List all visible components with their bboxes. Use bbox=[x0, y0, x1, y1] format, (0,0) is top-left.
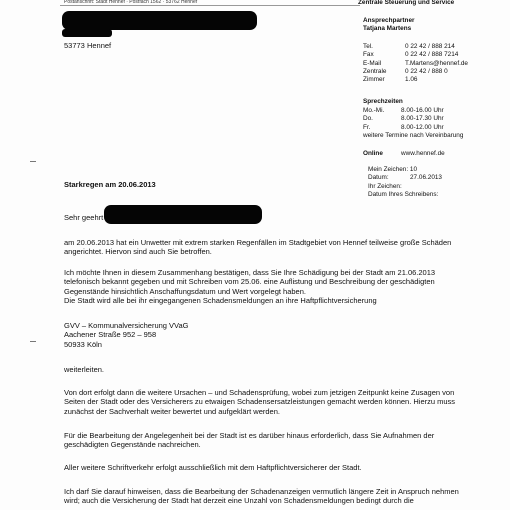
office-hours bbox=[363, 107, 463, 140]
insurer-name: GVV – Kommunalversicherung VVaG bbox=[64, 321, 189, 330]
fold-mark bbox=[30, 161, 36, 162]
paragraph-1 bbox=[64, 238, 496, 257]
scan-edge-line bbox=[60, 5, 360, 6]
ihr-zeichen: Ihr Zeichen: bbox=[368, 182, 402, 190]
salutation: Sehr geehrt bbox=[64, 213, 104, 222]
p6-line-1: Aller weitere Schriftverkehr erfolgt ausschließlich mit dem Haftpflichtversicherer der Stadt. bbox=[64, 463, 362, 472]
insurer-address bbox=[64, 321, 496, 349]
p7-line-2: wird; auch die Versicherung der Stadt hat derzeit eine Unzahl von Schadensmeldungen bedingt durch die bbox=[64, 496, 414, 506]
hours-thu-label: Do. bbox=[363, 115, 373, 123]
redacted-recipient-street bbox=[62, 29, 112, 37]
p3-line-1: weiterleiten. bbox=[64, 365, 105, 374]
recipient-city: 53773 Hennef bbox=[64, 41, 112, 50]
fax-value: 0 22 42 / 888 7214 bbox=[405, 51, 459, 59]
online-label: Online bbox=[363, 150, 383, 157]
hours-mon-wed-value: 8.00-16.00 Uhr bbox=[401, 107, 444, 114]
paragraph-5 bbox=[64, 431, 496, 450]
sender-return-address: Postanschrift: Stadt Hennef · Postfach 1562 · 53762 Hennef bbox=[64, 0, 198, 5]
p2-line-1: Ich möchte Ihnen in diesem Zusammenhang bestätigen, dass Sie Ihre Schädigung bei der Stadt am 21.06.2013 bbox=[64, 268, 436, 277]
paragraph-2 bbox=[64, 268, 496, 306]
datum-value: 27.06.2013 bbox=[410, 174, 442, 182]
online-row bbox=[363, 150, 445, 158]
p1-line-1: am 20.06.2013 hat ein Unwetter mit extrem starken Regenfällen im Stadtgebiet von Hennef teilweise große Schäden bbox=[64, 238, 452, 247]
paragraph-4 bbox=[64, 388, 496, 416]
datum-label: Datum: bbox=[368, 174, 389, 182]
redacted-salutation-name bbox=[104, 205, 262, 224]
p2-line-2: telefonisch bekannt gegeben und mit Schreiben vom 25.06. eine Auflistung und Beschreibung der geschädigten bbox=[64, 277, 435, 287]
fax-label: Fax bbox=[363, 51, 374, 59]
tel-label: Tel. bbox=[363, 43, 373, 50]
tel-value: 0 22 42 / 888 214 bbox=[405, 43, 455, 50]
paragraph-6 bbox=[64, 463, 496, 472]
hours-fri-label: Fr. bbox=[363, 123, 371, 131]
p2-line-3: Gegenstände hinsichtlich Anschaffungsdatum und Wert vorgelegt haben. bbox=[64, 286, 306, 296]
email-value: T.Martens@hennef.de bbox=[405, 59, 468, 67]
switchboard-value: 0 22 42 / 888 0 bbox=[405, 67, 448, 75]
switchboard-label: Zentrale bbox=[363, 67, 387, 75]
mein-zeichen: Mein Zeichen: 10 bbox=[368, 166, 418, 173]
hours-note: weitere Termine nach Vereinbarung bbox=[363, 131, 464, 139]
redacted-recipient-name bbox=[62, 11, 257, 30]
contact-name: Tatjana Martens bbox=[363, 25, 412, 32]
p4-line-3: zunächst der Sachverhalt weiter bewertet und aufgeklärt werden. bbox=[64, 406, 280, 416]
insurer-street: Aachener Straße 952 – 958 bbox=[64, 330, 157, 340]
paragraph-7 bbox=[64, 487, 496, 506]
p5-line-2: geschädigten Gegenstände nachreichen. bbox=[64, 440, 201, 450]
department-name: Zentrale Steuerung und Service bbox=[358, 0, 455, 6]
contact-heading: Ansprechpartner bbox=[363, 17, 415, 24]
letter-subject: Starkregen am 20.06.2013 bbox=[64, 180, 156, 189]
reference-block bbox=[368, 166, 442, 199]
p4-line-2: Seiten der Stadt oder des Versicherers zu etwaigen Schadensersatzleistungen gemacht werden können. Hierzu muss bbox=[64, 397, 456, 407]
p2-line-4: Die Stadt wird alle bei ihr eingegangenen Schadensmeldungen an ihre Haftpflichtversicherung bbox=[64, 296, 377, 306]
p4-line-1: Von dort erfolgt dann die weitere Ursachen – und Schadensprüfung, wobei zum jetzigen Zeitpunkt keine Zusagen von bbox=[64, 388, 455, 397]
p1-line-2: angerichtet. Hiervon sind auch Sie betroffen. bbox=[64, 247, 212, 257]
office-hours-heading: Sprechzeiten bbox=[363, 98, 403, 105]
room-label: Zimmer bbox=[363, 76, 385, 84]
datum-ihres-schreibens: Datum Ihres Schreibens: bbox=[368, 190, 439, 198]
insurer-city: 50933 Köln bbox=[64, 339, 102, 349]
paragraph-3 bbox=[64, 365, 496, 374]
website-link[interactable]: www.hennef.de bbox=[401, 150, 445, 157]
punch-mark bbox=[30, 341, 36, 342]
hours-thu-value: 8.00-17.30 Uhr bbox=[401, 115, 444, 123]
email-label: E-Mail bbox=[363, 59, 382, 67]
p7-line-1: Ich darf Sie darauf hinweisen, dass die Bearbeitung der Schadenanzeigen vermutlich längere Zeit in Anspruch nehmen bbox=[64, 487, 459, 496]
hours-mon-wed-label: Mo.-Mi. bbox=[363, 107, 385, 114]
contact-details bbox=[363, 43, 468, 84]
room-value: 1.06 bbox=[405, 76, 418, 84]
hours-fri-value: 8.00-12.00 Uhr bbox=[401, 123, 444, 131]
p5-line-1: Für die Bearbeitung der Angelegenheit bei der Stadt ist es darüber hinaus erforderlich, dass Sie Aufnahmen der bbox=[64, 431, 435, 440]
